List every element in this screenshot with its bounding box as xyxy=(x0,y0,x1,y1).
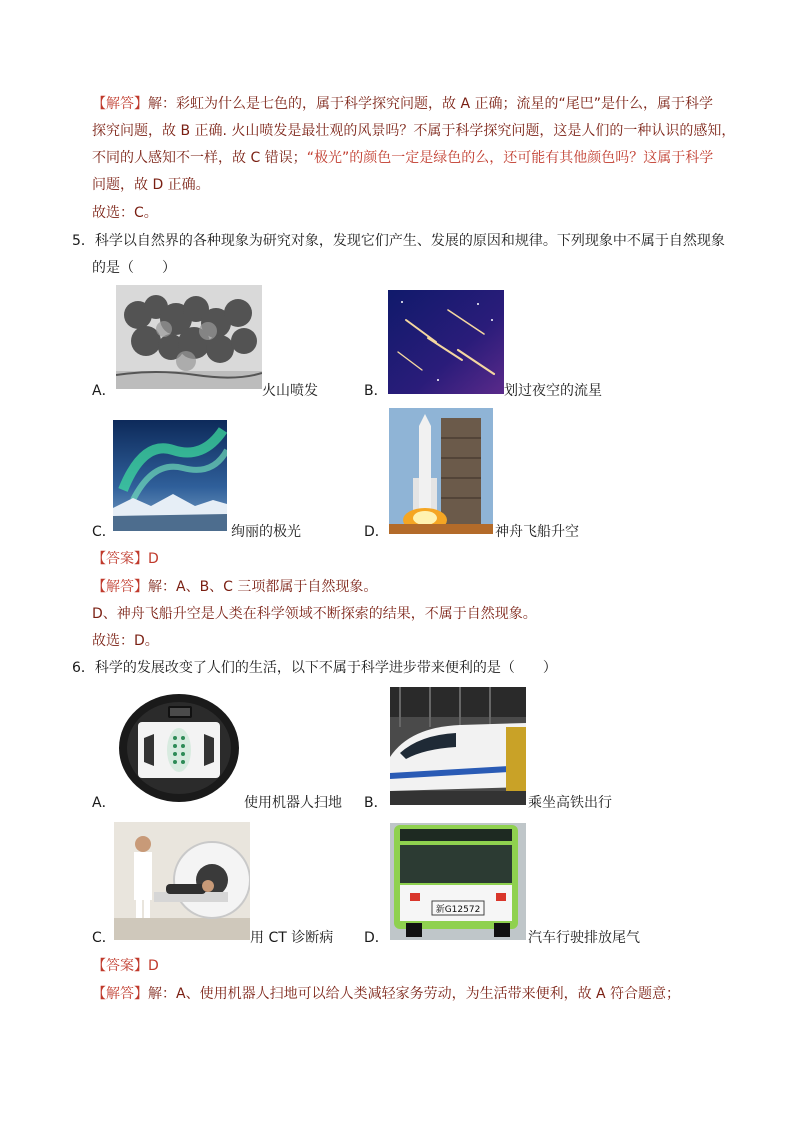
q6-option-d-caption: 汽车行驶排放尾气 xyxy=(528,930,640,946)
high-speed-train-image xyxy=(390,687,526,805)
q5-stem-line1: 5．科学以自然界的各种现象为研究对象，发现它们产生、发展的原因和规律。下列现象中不属于自然现象 xyxy=(72,233,725,249)
q5-option-c-caption: 绚丽的极光 xyxy=(231,524,301,540)
q5-analysis-line2: D、神舟飞船升空是人类在科学领域不断探索的结果，不属于自然现象。 xyxy=(92,606,537,622)
q5-option-d-caption: 神舟飞船升空 xyxy=(495,524,579,540)
volcano-eruption-image xyxy=(116,285,262,389)
q5-option-a-letter: A． xyxy=(92,383,116,399)
bus-exhaust-image xyxy=(390,823,526,940)
q5-option-d-letter: D． xyxy=(364,524,389,540)
q4-choice: 故选：C。 xyxy=(92,205,158,221)
q5-analysis-line1 xyxy=(92,577,377,597)
q6-answer: 【答案】D xyxy=(92,958,159,974)
q4-analysis-line3 xyxy=(92,148,713,168)
q6-option-a-letter: A． xyxy=(92,795,116,811)
q6-analysis-label: 【解答】 xyxy=(92,986,148,1002)
q5-option-c-letter: C． xyxy=(92,524,116,540)
q6-option-c-letter: C． xyxy=(92,930,116,946)
q6-stem: 6．科学的发展改变了人们的生活，以下不属于科学进步带来便利的是（ ） xyxy=(72,660,557,676)
q5-answer: 【答案】D xyxy=(92,551,159,567)
q4-analysis-line1 xyxy=(92,94,713,114)
q6-analysis-text1: 解：A、使用机器人扫地可以给人类减轻家务劳动，为生活带来便利，故 A 符合题意； xyxy=(148,986,681,1002)
q4-analysis-line4: 问题，故 D 正确。 xyxy=(92,177,210,193)
meteor-night-sky-image xyxy=(388,290,504,394)
q4-analysis-text3b: “极光”的颜色一定是绿色的么，还可能有其他颜色吗？这属于科学 xyxy=(306,150,714,166)
q6-option-a-caption: 使用机器人扫地 xyxy=(244,795,342,811)
q5-choice: 故选：D。 xyxy=(92,633,159,649)
q5-analysis-label: 【解答】 xyxy=(92,579,148,595)
shenzhou-launch-image xyxy=(389,408,493,534)
q6-option-c-caption: 用 CT 诊断病 xyxy=(250,930,334,946)
q6-option-b-caption: 乘坐高铁出行 xyxy=(528,795,612,811)
q5-stem-line2: 的是（ ） xyxy=(92,260,176,276)
q4-analysis-label: 【解答】 xyxy=(92,96,148,112)
q5-option-b-letter: B． xyxy=(364,383,388,399)
q4-analysis-text1: 解：彩虹为什么是七色的，属于科学探究问题，故 A 正确；流星的“尾巴”是什么，属于科学 xyxy=(148,96,713,112)
q5-analysis-text1: 解：A、B、C 三项都属于自然现象。 xyxy=(148,579,378,595)
q5-option-b-caption: 划过夜空的流星 xyxy=(504,383,602,399)
ct-scanner-image xyxy=(114,822,250,940)
q6-option-b-letter: B． xyxy=(364,795,388,811)
q4-analysis-line2: 探究问题，故 B 正确. 火山喷发是最壮观的风景吗？不属于科学探究问题，这是人们的一种认识的感知， xyxy=(92,123,736,139)
q5-option-a-caption: 火山喷发 xyxy=(262,383,318,399)
q6-option-d-letter: D． xyxy=(364,930,389,946)
q4-analysis-text3a: 不同的人感知不一样，故 C 错误； xyxy=(92,150,307,166)
robot-vacuum-image xyxy=(114,688,244,806)
bus-license-plate: 新G12572 xyxy=(435,905,481,915)
aurora-image xyxy=(113,420,227,531)
q6-analysis-line1 xyxy=(92,984,680,1004)
